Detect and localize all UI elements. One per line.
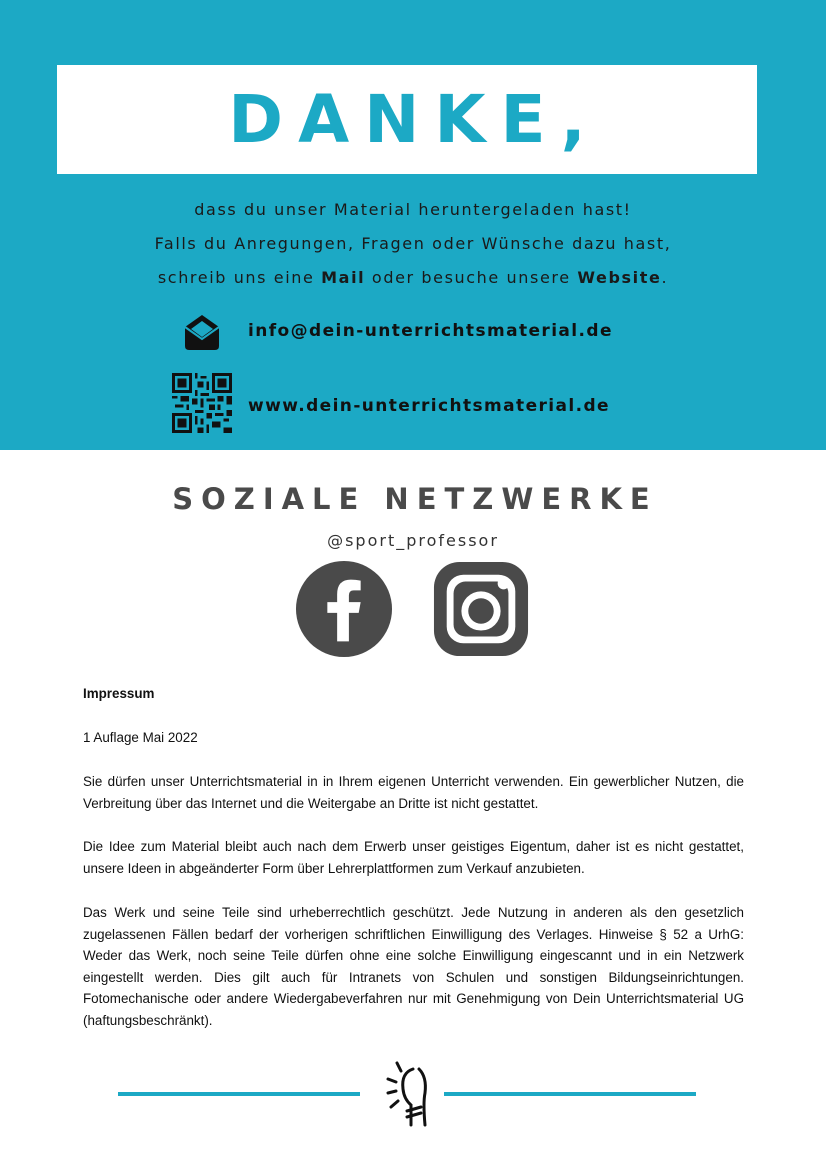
footer-rule-left <box>118 1092 360 1096</box>
page-title: DANKE, <box>228 81 601 158</box>
open-envelope-icon <box>182 312 222 352</box>
header-banner <box>0 0 826 450</box>
title-box <box>57 65 757 174</box>
intro-line-3-text: schreib uns eine <box>157 268 322 287</box>
impressum-heading-text: Impressum <box>83 686 155 701</box>
impressum-paragraph-3: Das Werk und seine Teile sind urheberrechtlich geschützt. Jede Nutzung in anderen als den gesetzlich zugelassenen Fällen bedarf der vorherigen schriftlichen Einwilligung des Verlages. Hinweise § 52 a UrhG: Weder das Werk, noch seine Teile dürfen ohne eine solche Einwilligung eingescannt und in ein Netzwerk eingestellt werden. Dies gilt auch für Intranets von Schulen und sonstigen Bildungseinrichtungen. Fotomechanische oder andere Wiedergabeverfahren nur mit Genehmigung von Dein Unterrichtsmaterial UG (haftungsbeschränkt). <box>83 905 744 1028</box>
intro-line-3-text-mid: oder besuche unsere <box>365 268 578 287</box>
lightbulb-logo-icon <box>385 1059 433 1129</box>
instagram-icon[interactable] <box>432 560 530 658</box>
social-handle: @sport_professor <box>327 531 499 550</box>
intro-line-1: dass du unser Material heruntergeladen hast! <box>194 200 632 219</box>
website-link[interactable]: www.dein-unterrichtsmaterial.de <box>248 396 610 416</box>
impressum-heading <box>83 683 744 705</box>
footer-rule-right <box>444 1092 696 1096</box>
intro-line-3 <box>0 268 826 287</box>
intro-line-3-end: . <box>661 268 669 287</box>
impressum-paragraph-1: Sie dürfen unser Unterrichtsmaterial in in Ihrem eigenen Unterricht verwenden. Ein gewerblicher Nutzen, die Verbreitung über das Internet und die Weitergabe an Dritte ist nicht gestattet. <box>83 774 744 811</box>
impressum-paragraph-2: Die Idee zum Material bleibt auch nach dem Erwerb unser geistiges Eigentum, daher ist es nicht gestattet, unsere Ideen in abgeänderter Form über Lehrerplattformen zum Verkauf anzubieten. <box>83 839 744 876</box>
intro-website-word: Website <box>577 268 662 287</box>
qr-code-icon <box>172 372 232 434</box>
social-heading: SOZIALE NETZWERKE <box>172 482 658 516</box>
email-link[interactable]: info@dein-unterrichtsmaterial.de <box>248 321 613 341</box>
impressum-edition: 1 Auflage Mai 2022 <box>83 730 198 745</box>
intro-mail-word: Mail <box>321 268 366 287</box>
facebook-icon[interactable] <box>295 560 393 658</box>
intro-line-2: Falls du Anregungen, Fragen oder Wünsche dazu hast, <box>154 234 672 253</box>
